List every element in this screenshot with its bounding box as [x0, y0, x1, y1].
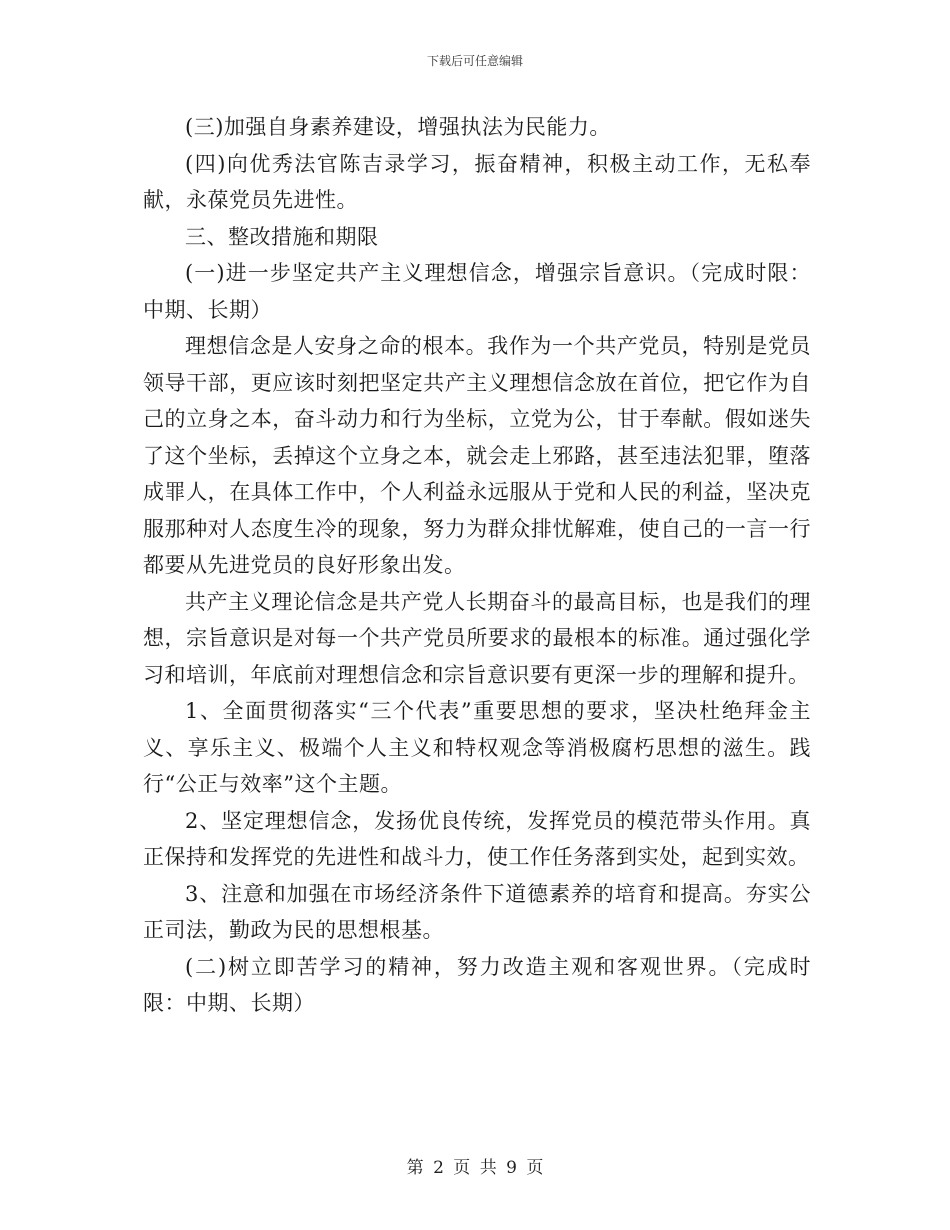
section-heading: 三、整改措施和期限 [185, 224, 379, 249]
page-footer: 第 2 页 共 9 页 [406, 1158, 544, 1178]
subsection-heading: (一)进一步坚定共产主义理想信念，增强宗旨意识。（完成时限：中期、长期） [143, 261, 811, 322]
paragraph: 理想信念是人安身之命的根本。我作为一个共产党员，特别是党员领导干部，更应该时刻把坚定共产主义理想信念放在首位，把它作为自己的立身之本，奋斗动力和行为坐标，立党为公，甘于奉献。假如迷失了这个坐标，丢掉这个立身之本，就会走上邪路，甚至违法犯罪，堕落成罪人，在具体工作中，个人利益永远服从于党和人民的利益，坚决克服那种对人态度生冷的现象，努力为群众排忧解难，使自己的一言一行都要从先进党员的良好形象出发。 [143, 334, 811, 577]
document-body [143, 109, 811, 1022]
paragraph: 共产主义理论信念是共产党人长期奋斗的最高目标，也是我们的理想，宗旨意识是对每一个共产党员所要求的最根本的标准。通过强化学习和培训，年底前对理想信念和宗旨意识要有更深一步的理解和提升。 [143, 589, 811, 687]
paragraph: (三)加强自身素养建设，增强执法为民能力。 [185, 115, 611, 139]
list-item: 2、坚定理想信念，发扬优良传统，发挥党员的模范带头作用。真正保持和发挥党的先进性和战斗力，使工作任务落到实处，起到实效。 [143, 808, 811, 869]
page-header: 下载后可任意编辑 [426, 54, 523, 68]
list-item: 3、注意和加强在市场经济条件下道德素养的培育和提高。夯实公正司法，勤政为民的思想根基。 [143, 881, 811, 942]
paragraph: (四)向优秀法官陈吉录学习，振奋精神，积极主动工作，无私奉献，永葆党员先进性。 [143, 151, 811, 212]
list-item: 1、全面贯彻落实“三个代表”重要思想的要求，坚决杜绝拜金主义、享乐主义、极端个人主义和特权观念等消极腐朽思想的滋生。践行“公正与效率”这个主题。 [143, 699, 811, 796]
subsection-heading: (二)树立即苦学习的精神，努力改造主观和客观世界。（完成时限：中期、长期） [143, 954, 811, 1015]
